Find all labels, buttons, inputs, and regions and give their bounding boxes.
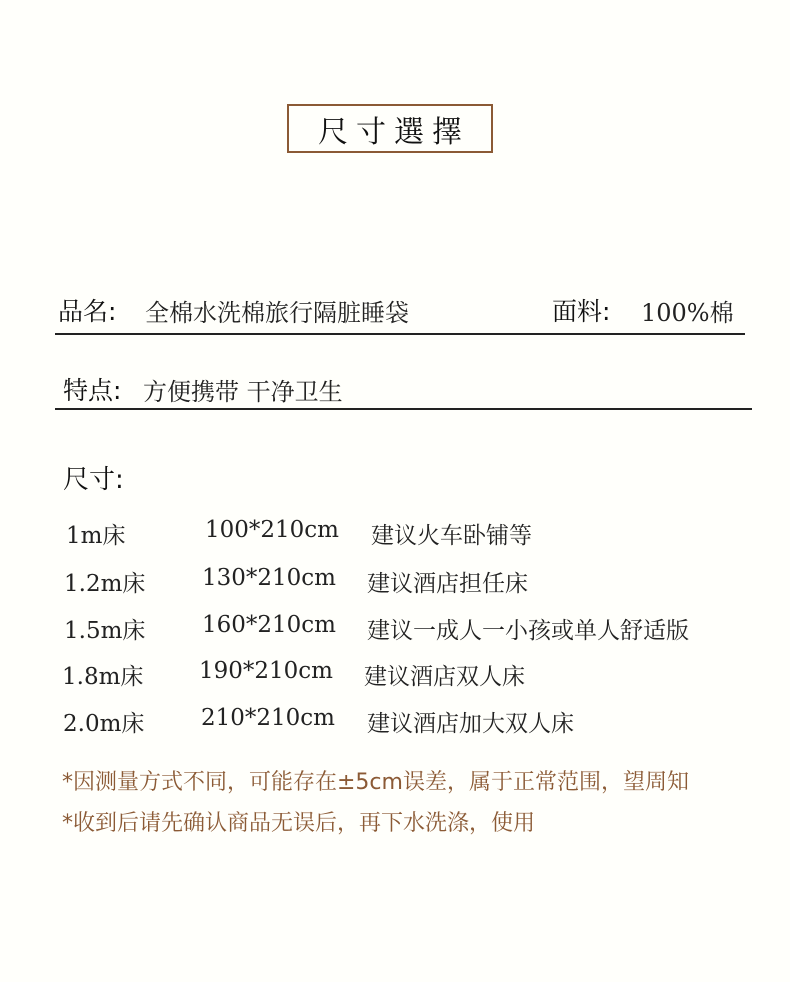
size-bed: 1.5m床 [64, 618, 146, 644]
size-row [62, 658, 782, 692]
size-dimension: 130*210cm [202, 565, 336, 591]
size-row [64, 612, 784, 646]
feature-value: 方便携带 干净卫生 [143, 378, 343, 406]
size-suggestion: 建议酒店担任床 [367, 571, 528, 597]
feature-row [55, 368, 752, 410]
product-name-row [55, 288, 745, 335]
feature-label: 特点: [63, 376, 122, 405]
size-suggestion: 建议一成人一小孩或单人舒适版 [367, 618, 689, 644]
fabric-value: 100%棉 [641, 299, 734, 327]
product-name-label: 品名: [58, 297, 117, 326]
size-dimension: 160*210cm [202, 612, 336, 638]
size-suggestion: 建议火车卧铺等 [371, 523, 532, 549]
care-note: *收到后请先确认商品无误后，再下水洗涤，使用 [62, 811, 536, 836]
size-bed: 2.0m床 [63, 711, 145, 737]
size-row [66, 517, 786, 551]
size-bed: 1.8m床 [62, 664, 144, 690]
size-dimension: 210*210cm [201, 705, 335, 731]
fabric-label: 面料: [552, 297, 611, 326]
title-frame [287, 104, 493, 153]
size-bed: 1.2m床 [64, 571, 146, 597]
size-row [64, 565, 784, 599]
measurement-note: *因测量方式不同，可能存在±5cm误差，属于正常范围，望周知 [62, 770, 689, 795]
size-suggestion: 建议酒店双人床 [364, 664, 525, 690]
size-row [63, 705, 783, 739]
size-dimension: 100*210cm [205, 517, 339, 543]
size-heading: 尺寸: [63, 465, 124, 495]
page-title: 尺寸選擇 [318, 114, 470, 150]
size-dimension: 190*210cm [199, 658, 333, 684]
size-suggestion: 建议酒店加大双人床 [367, 711, 574, 737]
product-name-value: 全棉水洗棉旅行隔脏睡袋 [145, 299, 409, 327]
size-bed: 1m床 [66, 523, 126, 549]
